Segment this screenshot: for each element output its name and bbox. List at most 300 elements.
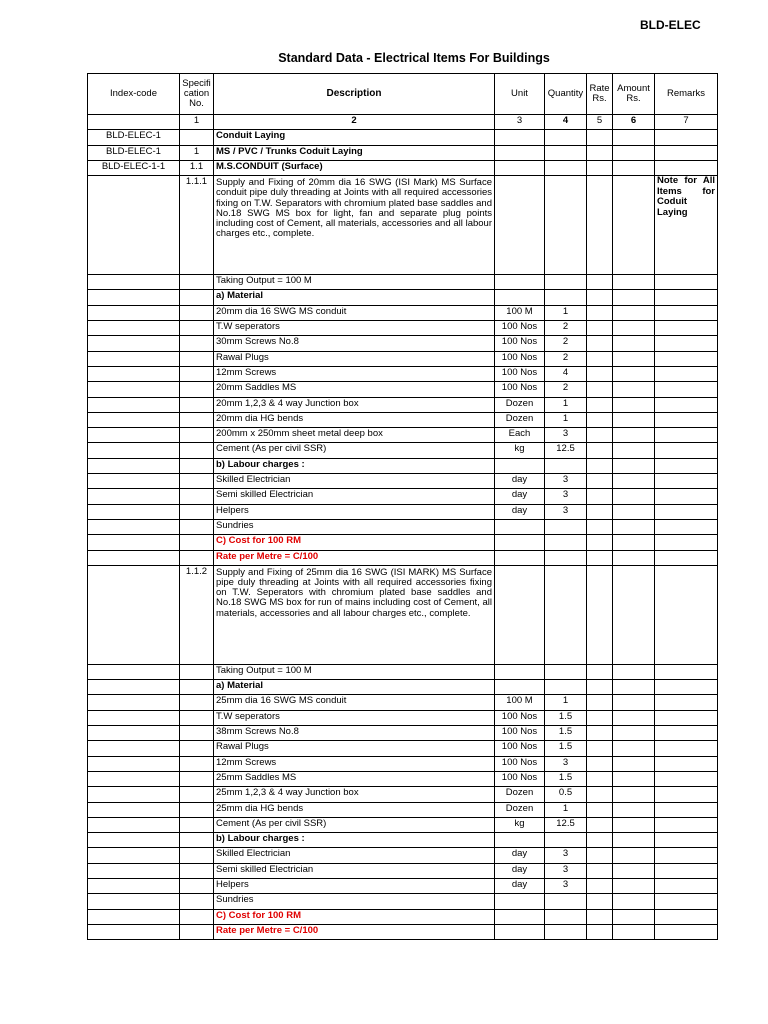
description-cell: 20mm 1,2,3 & 4 way Junction box — [214, 397, 495, 412]
amount-cell — [613, 924, 655, 939]
material-row — [88, 817, 718, 832]
description-cell: Semi skilled Electrician — [214, 489, 495, 504]
quantity-cell: 2 — [545, 336, 587, 351]
remarks-cell — [655, 726, 718, 741]
unit-cell — [495, 833, 545, 848]
description-cell: 12mm Screws — [214, 366, 495, 381]
labour-row — [88, 894, 718, 909]
unit-cell: 100 M — [495, 695, 545, 710]
section-row — [88, 130, 718, 145]
index-code-cell — [88, 474, 180, 489]
spec-no-cell: 1.1 — [180, 160, 214, 175]
col-header-rate: Rate Rs. — [587, 74, 613, 115]
quantity-cell: 3 — [545, 878, 587, 893]
description-cell: C) Cost for 100 RM — [214, 535, 495, 550]
spec-no-cell — [180, 504, 214, 519]
rate-cell — [587, 802, 613, 817]
amount-cell — [613, 802, 655, 817]
rate-cell — [587, 741, 613, 756]
unit-cell: day — [495, 863, 545, 878]
unit-cell — [495, 664, 545, 679]
material-row — [88, 443, 718, 458]
unit-cell — [495, 550, 545, 565]
quantity-cell: 1.5 — [545, 726, 587, 741]
remarks-cell — [655, 894, 718, 909]
rate-cell — [587, 924, 613, 939]
document-title: Standard Data - Electrical Items For Buildings — [278, 51, 550, 65]
unit-cell — [495, 565, 545, 664]
quantity-cell: 3 — [545, 848, 587, 863]
labour-row — [88, 848, 718, 863]
remarks-cell — [655, 290, 718, 305]
empty-cell — [587, 145, 613, 160]
labour-row — [88, 504, 718, 519]
quantity-cell — [545, 275, 587, 290]
spec-no-cell — [180, 366, 214, 381]
rate-cell — [587, 710, 613, 725]
index-code-cell — [88, 741, 180, 756]
unit-cell: 100 Nos — [495, 351, 545, 366]
remarks-cell — [655, 305, 718, 320]
remarks-cell — [655, 802, 718, 817]
quantity-cell: 0.5 — [545, 787, 587, 802]
spec-no-cell — [180, 695, 214, 710]
description-cell: Cement (As per civil SSR) — [214, 443, 495, 458]
labour-row — [88, 863, 718, 878]
remarks-cell — [655, 366, 718, 381]
empty-cell — [613, 130, 655, 145]
rate-cell — [587, 878, 613, 893]
description-cell: b) Labour charges : — [214, 458, 495, 473]
description-cell: Skilled Electrician — [214, 848, 495, 863]
unit-cell — [495, 909, 545, 924]
index-code-cell — [88, 366, 180, 381]
rate-cell — [587, 443, 613, 458]
quantity-cell: 1 — [545, 397, 587, 412]
remarks-note — [655, 565, 718, 664]
rate-cell — [587, 909, 613, 924]
amount-cell — [613, 428, 655, 443]
description-cell: 200mm x 250mm sheet metal deep box — [214, 428, 495, 443]
unit-cell — [495, 894, 545, 909]
column-number: 7 — [655, 115, 718, 130]
material-row — [88, 428, 718, 443]
rate-cell — [587, 817, 613, 832]
unit-cell: 100 M — [495, 305, 545, 320]
unit-cell — [495, 290, 545, 305]
quantity-cell — [545, 550, 587, 565]
remarks-cell — [655, 924, 718, 939]
spec-no-cell — [180, 428, 214, 443]
spec-no-cell — [180, 351, 214, 366]
description-cell: Rate per Metre = C/100 — [214, 550, 495, 565]
spec-no-cell — [180, 802, 214, 817]
cost-row — [88, 535, 718, 550]
remarks-note: Note for All Items for Coduit Laying — [655, 176, 718, 275]
quantity-cell: 3 — [545, 489, 587, 504]
material-heading-row — [88, 290, 718, 305]
material-row — [88, 336, 718, 351]
column-number: 6 — [613, 115, 655, 130]
remarks-cell — [655, 474, 718, 489]
material-row — [88, 397, 718, 412]
material-row — [88, 695, 718, 710]
description-cell: 25mm dia 16 SWG MS conduit — [214, 695, 495, 710]
quantity-cell — [545, 176, 587, 275]
spec-no-cell: 1.1.1 — [180, 176, 214, 275]
quantity-cell: 3 — [545, 428, 587, 443]
description-cell: Cement (As per civil SSR) — [214, 817, 495, 832]
amount-cell — [613, 741, 655, 756]
empty-cell — [545, 145, 587, 160]
quantity-cell — [545, 565, 587, 664]
quantity-cell: 2 — [545, 351, 587, 366]
description-cell: Rate per Metre = C/100 — [214, 924, 495, 939]
col-header-amount: Amount Rs. — [613, 74, 655, 115]
section-row — [88, 145, 718, 160]
description-cell: 30mm Screws No.8 — [214, 336, 495, 351]
quantity-cell: 2 — [545, 382, 587, 397]
remarks-cell — [655, 336, 718, 351]
spec-no-cell — [180, 275, 214, 290]
spec-no-cell — [180, 397, 214, 412]
index-code-cell — [88, 924, 180, 939]
index-code-cell — [88, 833, 180, 848]
amount-cell — [613, 275, 655, 290]
index-code-cell — [88, 664, 180, 679]
unit-cell: Dozen — [495, 397, 545, 412]
spec-no-cell — [180, 474, 214, 489]
index-code-cell: BLD-ELEC-1-1 — [88, 160, 180, 175]
column-number: 3 — [495, 115, 545, 130]
section-row — [88, 160, 718, 175]
quantity-cell: 1 — [545, 695, 587, 710]
remarks-cell — [655, 382, 718, 397]
remarks-cell — [655, 428, 718, 443]
remarks-cell — [655, 458, 718, 473]
empty-cell — [587, 160, 613, 175]
quantity-cell — [545, 458, 587, 473]
quantity-cell: 1.5 — [545, 741, 587, 756]
spec-no-cell — [180, 756, 214, 771]
unit-cell: 100 Nos — [495, 710, 545, 725]
quantity-cell: 1 — [545, 802, 587, 817]
quantity-cell — [545, 924, 587, 939]
index-code-cell — [88, 443, 180, 458]
description-cell: Rawal Plugs — [214, 741, 495, 756]
remarks-cell — [655, 397, 718, 412]
material-row — [88, 366, 718, 381]
remarks-cell — [655, 504, 718, 519]
rate-cell — [587, 504, 613, 519]
unit-cell: 100 Nos — [495, 741, 545, 756]
quantity-cell — [545, 833, 587, 848]
spec-no-cell — [180, 771, 214, 786]
quantity-cell: 1 — [545, 305, 587, 320]
quantity-cell — [545, 664, 587, 679]
index-code-cell — [88, 489, 180, 504]
spec-no-cell — [180, 833, 214, 848]
quantity-cell — [545, 519, 587, 534]
remarks-cell — [655, 848, 718, 863]
description-cell: a) Material — [214, 290, 495, 305]
empty-cell — [495, 160, 545, 175]
quantity-cell — [545, 894, 587, 909]
index-code-cell — [88, 351, 180, 366]
remarks-cell — [655, 321, 718, 336]
standard-data-table — [87, 73, 718, 940]
column-number-row — [88, 115, 718, 130]
quantity-cell — [545, 290, 587, 305]
cost-row — [88, 909, 718, 924]
material-row — [88, 726, 718, 741]
col-header-index-code: Index-code — [88, 74, 180, 115]
unit-cell: 100 Nos — [495, 336, 545, 351]
rate-row — [88, 550, 718, 565]
amount-cell — [613, 833, 655, 848]
amount-cell — [613, 366, 655, 381]
rate-cell — [587, 428, 613, 443]
index-code-cell — [88, 504, 180, 519]
unit-cell — [495, 275, 545, 290]
item-description: Supply and Fixing of 20mm dia 16 SWG (ISI Mark) MS Surface conduit pipe duly threading at Joints with all required accessories fixing on T.W. Separators with chromium plated base saddles and No.18 SWG MS box for light, fan and separate plug points including cost of Cement, all materials, accessories and all labour charges etc., complete. — [214, 176, 495, 275]
column-header-row — [88, 74, 718, 115]
spec-no-cell — [180, 458, 214, 473]
material-row — [88, 321, 718, 336]
document-code: BLD-ELEC — [640, 18, 701, 32]
index-code-cell — [88, 802, 180, 817]
quantity-cell: 12.5 — [545, 443, 587, 458]
rate-cell — [587, 756, 613, 771]
index-code-cell — [88, 787, 180, 802]
material-row — [88, 305, 718, 320]
section-heading: M.S.CONDUIT (Surface) — [214, 160, 495, 175]
rate-cell — [587, 695, 613, 710]
rate-cell — [587, 771, 613, 786]
description-cell: Rawal Plugs — [214, 351, 495, 366]
empty-cell — [613, 145, 655, 160]
remarks-cell — [655, 695, 718, 710]
index-code-cell — [88, 680, 180, 695]
unit-cell — [495, 176, 545, 275]
amount-cell — [613, 695, 655, 710]
item-description-row — [88, 565, 718, 664]
amount-cell — [613, 519, 655, 534]
column-number: 2 — [214, 115, 495, 130]
empty-cell — [613, 160, 655, 175]
index-code-cell — [88, 848, 180, 863]
section-heading: Conduit Laying — [214, 130, 495, 145]
amount-cell — [613, 878, 655, 893]
unit-cell — [495, 458, 545, 473]
remarks-cell — [655, 833, 718, 848]
rate-row — [88, 924, 718, 939]
description-cell: Skilled Electrician — [214, 474, 495, 489]
amount-cell — [613, 176, 655, 275]
labour-row — [88, 519, 718, 534]
material-row — [88, 802, 718, 817]
amount-cell — [613, 848, 655, 863]
index-code-cell — [88, 565, 180, 664]
spec-no-cell — [180, 680, 214, 695]
rate-cell — [587, 894, 613, 909]
empty-cell — [587, 130, 613, 145]
column-number: 1 — [180, 115, 214, 130]
amount-cell — [613, 756, 655, 771]
spec-no-cell — [180, 894, 214, 909]
remarks-cell — [655, 680, 718, 695]
remarks-cell — [655, 756, 718, 771]
amount-cell — [613, 412, 655, 427]
description-cell: 20mm Saddles MS — [214, 382, 495, 397]
description-cell: Taking Output = 100 M — [214, 275, 495, 290]
remarks-cell — [655, 878, 718, 893]
rate-cell — [587, 863, 613, 878]
amount-cell — [613, 680, 655, 695]
index-code-cell — [88, 535, 180, 550]
amount-cell — [613, 474, 655, 489]
spec-no-cell — [180, 382, 214, 397]
description-cell: 20mm dia 16 SWG MS conduit — [214, 305, 495, 320]
output-row — [88, 275, 718, 290]
unit-cell: 100 Nos — [495, 321, 545, 336]
spec-no-cell — [180, 848, 214, 863]
material-row — [88, 412, 718, 427]
rate-cell — [587, 489, 613, 504]
col-header-unit: Unit — [495, 74, 545, 115]
unit-cell — [495, 680, 545, 695]
amount-cell — [613, 397, 655, 412]
index-code-cell — [88, 863, 180, 878]
amount-cell — [613, 290, 655, 305]
spec-no-cell — [180, 489, 214, 504]
index-code-cell — [88, 290, 180, 305]
material-heading-row — [88, 680, 718, 695]
unit-cell: Each — [495, 428, 545, 443]
description-cell: Sundries — [214, 519, 495, 534]
rate-cell — [587, 550, 613, 565]
material-row — [88, 710, 718, 725]
amount-cell — [613, 863, 655, 878]
amount-cell — [613, 664, 655, 679]
description-cell: Helpers — [214, 878, 495, 893]
amount-cell — [613, 710, 655, 725]
rate-cell — [587, 848, 613, 863]
index-code-cell — [88, 176, 180, 275]
amount-cell — [613, 504, 655, 519]
remarks-cell — [655, 275, 718, 290]
index-code-cell — [88, 412, 180, 427]
remarks-cell — [655, 664, 718, 679]
spec-no-cell — [180, 909, 214, 924]
column-number: 4 — [545, 115, 587, 130]
description-cell: T.W seperators — [214, 710, 495, 725]
amount-cell — [613, 787, 655, 802]
description-cell: 38mm Screws No.8 — [214, 726, 495, 741]
remarks-cell — [655, 351, 718, 366]
col-header-remarks: Remarks — [655, 74, 718, 115]
amount-cell — [613, 817, 655, 832]
quantity-cell: 1.5 — [545, 771, 587, 786]
col-header-quantity: Quantity — [545, 74, 587, 115]
unit-cell: day — [495, 474, 545, 489]
spec-no-cell — [180, 336, 214, 351]
item-description-row — [88, 176, 718, 275]
description-cell: Sundries — [214, 894, 495, 909]
spec-no-cell — [180, 321, 214, 336]
rate-cell — [587, 397, 613, 412]
unit-cell: 100 Nos — [495, 726, 545, 741]
quantity-cell: 1 — [545, 412, 587, 427]
material-row — [88, 771, 718, 786]
amount-cell — [613, 489, 655, 504]
description-cell: Taking Output = 100 M — [214, 664, 495, 679]
quantity-cell — [545, 535, 587, 550]
spec-no-cell — [180, 787, 214, 802]
index-code-cell — [88, 894, 180, 909]
spec-no-cell: 1.1.2 — [180, 565, 214, 664]
rate-cell — [587, 787, 613, 802]
description-cell: 20mm dia HG bends — [214, 412, 495, 427]
index-code-cell — [88, 382, 180, 397]
quantity-cell: 3 — [545, 863, 587, 878]
unit-cell: day — [495, 489, 545, 504]
remarks-cell — [655, 710, 718, 725]
index-code-cell — [88, 710, 180, 725]
empty-cell — [655, 145, 718, 160]
unit-cell — [495, 535, 545, 550]
remarks-cell — [655, 489, 718, 504]
amount-cell — [613, 336, 655, 351]
description-cell: 25mm Saddles MS — [214, 771, 495, 786]
labour-row — [88, 878, 718, 893]
rate-cell — [587, 664, 613, 679]
unit-cell: day — [495, 878, 545, 893]
amount-cell — [613, 535, 655, 550]
amount-cell — [613, 458, 655, 473]
spec-no-cell — [180, 550, 214, 565]
spec-no-cell — [180, 305, 214, 320]
rate-cell — [587, 305, 613, 320]
unit-cell: 100 Nos — [495, 366, 545, 381]
quantity-cell: 12.5 — [545, 817, 587, 832]
amount-cell — [613, 550, 655, 565]
description-cell: a) Material — [214, 680, 495, 695]
item-description: Supply and Fixing of 25mm dia 16 SWG (ISI MARK) MS Surface pipe duly threading at Joints with all required accessories fixing on T.W. Seperators with chromium plated base saddles and No.18 SWG MS box for run of mains including cost of Cement, all materials, accessories and all labour charges etc., complete. — [214, 565, 495, 664]
index-code-cell — [88, 321, 180, 336]
description-cell: T.W seperators — [214, 321, 495, 336]
rate-cell — [587, 290, 613, 305]
index-code-cell — [88, 817, 180, 832]
spec-no-cell — [180, 863, 214, 878]
amount-cell — [613, 443, 655, 458]
unit-cell: Dozen — [495, 787, 545, 802]
quantity-cell — [545, 680, 587, 695]
description-cell: 25mm 1,2,3 & 4 way Junction box — [214, 787, 495, 802]
index-code-cell — [88, 756, 180, 771]
spec-no-cell — [180, 924, 214, 939]
rate-cell — [587, 366, 613, 381]
rate-cell — [587, 382, 613, 397]
unit-cell — [495, 519, 545, 534]
material-row — [88, 351, 718, 366]
amount-cell — [613, 382, 655, 397]
empty-cell — [545, 160, 587, 175]
description-cell: 12mm Screws — [214, 756, 495, 771]
rate-cell — [587, 519, 613, 534]
col-header-spec-no: Specifi cation No. — [180, 74, 214, 115]
spec-no-cell — [180, 535, 214, 550]
